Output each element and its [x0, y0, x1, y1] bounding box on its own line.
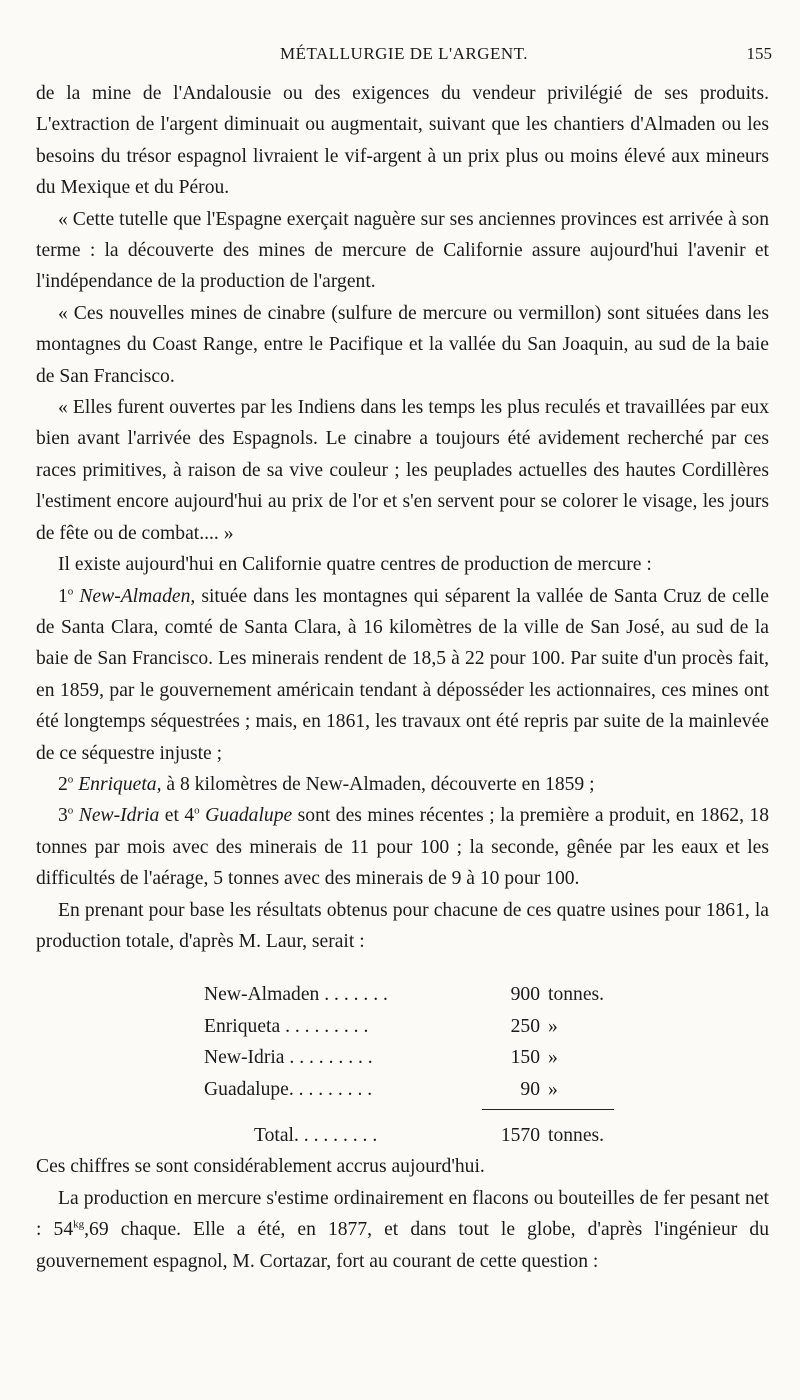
- item-number: 1: [58, 585, 68, 607]
- ordinal-sup: o: [67, 804, 74, 817]
- paragraph-4: « Elles furent ouvertes par les Indiens dans les temps les plus reculés et travaillées par eux bien avant l'arrivée des Espagnols. Le cinabre a toujours été avidement recherché par ces races primitives, à raison de sa vive couleur ; les peuplades actuelles des hautes Cordillères l'estiment encore aujourd'hui au prix de l'or et s'en servent pour se colorer le visage, les jours de fête ou de combat.... »: [36, 397, 769, 544]
- text-segment: ,69 chaque. Elle a été, en 1877, et dans tout le globe, d'après l'ingénieur du gouvernement espagnol, M. Cortazar, fort au courant de cette question :: [36, 1219, 769, 1272]
- ordinal-sup: o: [67, 773, 74, 786]
- table-row: [204, 979, 624, 1010]
- mine-name: Guadalupe: [205, 805, 293, 827]
- connector-text: et 4: [159, 805, 195, 827]
- quantity-cell: 90: [520, 1078, 540, 1100]
- page-number: 155: [746, 44, 772, 63]
- item-number: 2: [58, 773, 68, 795]
- paragraph-new-idria-guadalupe: [36, 800, 769, 894]
- mine-description: sont des mines récentes ; la première a produit, en 1862, 18 tonnes par mois avec des minerais de 11 pour 100 ; la seconde, gênée par les eaux et les difficultés de l'aérage, 5 tonnes avec des minerais de 9 à 10 pour 100.: [36, 805, 770, 890]
- paragraph-2: « Cette tutelle que l'Espagne exerçait naguère sur ses anciennes provinces est arrivée à son terme : la découverte des mines de mercure de Californie assure aujourd'hui l'avenir et l'indépendance de la production de l'argent.: [36, 208, 769, 293]
- table-row: [204, 1042, 624, 1073]
- mine-description: située dans les montagnes qui séparent la vallée de Santa Cruz de celle de Santa Clara, comté de Santa Clara, à 16 kilomètres de la ville de San José, au sud de la baie de San Francisco. Les minerais rendent de 18,5 à 22 pour 100. Par suite d'un procès fait, en 1859, par le gouvernement américain tendant à déposséder les actionnaires, ces mines ont été longtemps séquestrées ; mais, en 1861, les travaux ont été repris par suite de la mainlevée de ce séquestre injuste ;: [36, 585, 769, 764]
- unit-cell: tonnes.: [548, 984, 605, 1006]
- total-quantity: 1570: [500, 1125, 540, 1146]
- total-rule: [482, 1109, 614, 1110]
- mine-description: à 8 kilomètres de New-Almaden, découverte en 1859 ;: [161, 773, 595, 795]
- paragraph-1: de la mine de l'Andalousie ou des exigences du vendeur privilégié de ses produits. L'extraction de l'argent diminuait ou augmentait, suivant que les chantiers d'Almaden ou les besoins du trésor espagnol livraient le vif-argent à un prix plus ou moins élevé aux mineurs du Mexique et du Pérou.: [36, 83, 769, 199]
- production-table: [204, 979, 624, 1151]
- paragraph-10: Ces chiffres se sont considérablement accrus aujourd'hui.: [36, 1156, 485, 1178]
- quantity-cell: 900: [510, 984, 540, 1006]
- mine-cell: New-Almaden . . . . . . .: [204, 984, 388, 1006]
- ordinal-sup: o: [67, 584, 74, 597]
- table-row: [204, 1074, 624, 1105]
- mine-cell: Enriqueta . . . . . . . . .: [204, 1015, 369, 1037]
- mine-name: New-Idria: [78, 805, 160, 827]
- paragraph-enriqueta: [36, 769, 769, 800]
- running-title: MÉTALLURGIE DE L'ARGENT.: [279, 44, 529, 63]
- mine-cell: Guadalupe. . . . . . . . .: [204, 1078, 373, 1100]
- paragraph-9: En prenant pour base les résultats obtenus pour chacune de ces quatre usines pour 1861, la production totale, d'après M. Laur, serait :: [36, 899, 769, 952]
- text-segment: La production en mercure s'estime ordinairement en flacons ou bouteilles de fer pesant net : 54: [36, 1187, 769, 1241]
- page-body: [36, 78, 769, 1277]
- table-row: [204, 1011, 624, 1042]
- unit-cell: »: [548, 1078, 558, 1100]
- unit-cell: »: [548, 1015, 558, 1037]
- paragraph-3: « Ces nouvelles mines de cinabre (sulfure de mercure ou vermillon) sont situées dans les montagnes du Coast Range, entre le Pacifique et la vallée du San Joaquin, au sud de la baie de San Francisco.: [36, 302, 769, 387]
- quantity-cell: 250: [510, 1015, 540, 1037]
- unit-sup: kg: [73, 1218, 85, 1231]
- unit-cell: »: [548, 1047, 558, 1069]
- page-header: [36, 44, 772, 72]
- total-label: Total. . . . . . . . .: [254, 1125, 378, 1146]
- total-row: [204, 1120, 624, 1151]
- item-number: 3: [58, 805, 68, 827]
- paragraph-new-almaden: [36, 581, 769, 769]
- mine-cell: New-Idria . . . . . . . . .: [204, 1047, 373, 1069]
- mine-name: Enriqueta,: [78, 773, 162, 795]
- mine-name: New-Almaden,: [79, 585, 196, 607]
- total-unit: tonnes.: [548, 1125, 605, 1146]
- paragraph-5: Il existe aujourd'hui en Californie quatre centres de production de mercure :: [58, 554, 652, 576]
- paragraph-11: [36, 1183, 769, 1277]
- ordinal-sup: o: [194, 804, 200, 817]
- quantity-cell: 150: [510, 1047, 540, 1069]
